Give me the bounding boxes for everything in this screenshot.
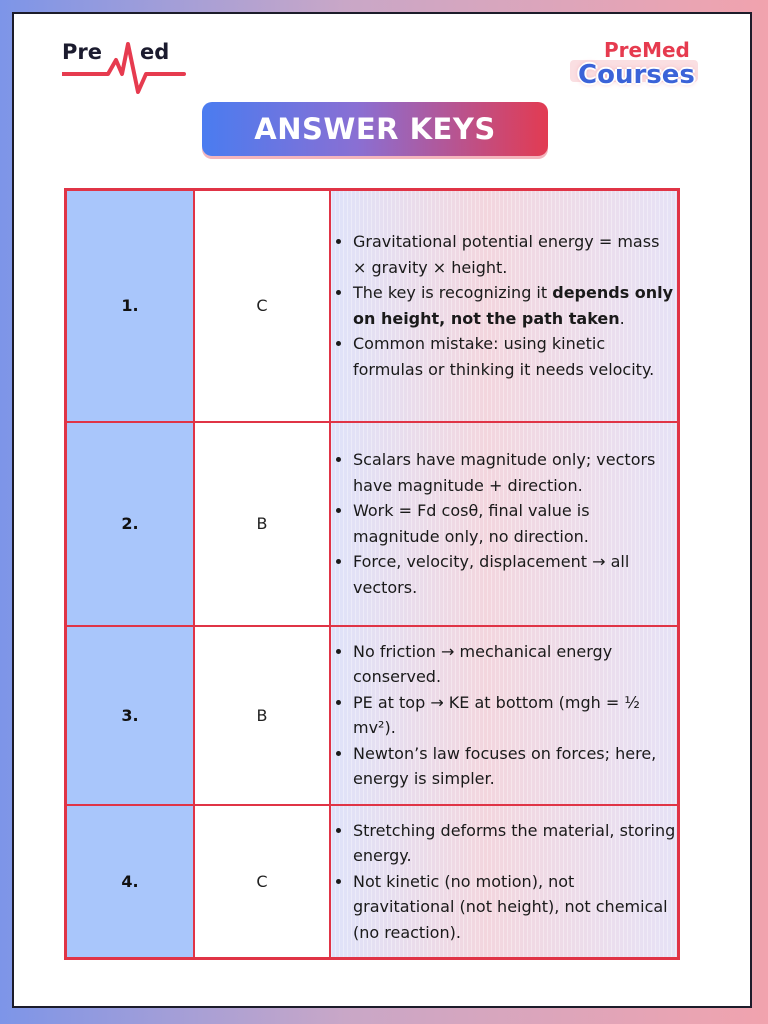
- answer-letter: C: [194, 805, 330, 959]
- logo-premed-text: PreMed: [604, 38, 690, 62]
- question-number: 1.: [66, 190, 195, 422]
- table-row: [66, 422, 679, 626]
- answer-letter: B: [194, 422, 330, 626]
- explanation-bullet: • PE at top → KE at bottom (mgh = ½ mv²).: [353, 690, 677, 741]
- explanation-bullet: [353, 280, 677, 331]
- explanation-bullet: • Newton’s law focuses on forces; here, energy is simpler.: [353, 741, 677, 792]
- logo-courses-text: Courses: [578, 60, 695, 90]
- table-row: [66, 805, 679, 959]
- title-banner: [202, 102, 548, 156]
- explanation-cell: [330, 626, 679, 805]
- answer-table: [64, 188, 680, 960]
- bullet-text: .: [619, 308, 625, 328]
- answer-letter: C: [194, 190, 330, 422]
- answer-letter: B: [194, 626, 330, 805]
- question-number: 3.: [66, 626, 195, 805]
- bullet-bold-text: depends only on height, not the path taken: [353, 283, 674, 328]
- explanation-bullet: • No friction → mechanical energy conserved.: [353, 639, 677, 690]
- premed-courses-logo: [570, 38, 720, 108]
- explanation-bullet: • Work = Fd cosθ, final value is magnitude only, no direction.: [353, 498, 677, 549]
- explanation-bullet: • Scalars have magnitude only; vectors have magnitude + direction.: [353, 447, 677, 498]
- explanation-bullet: • Common mistake: using kinetic formulas or thinking it needs velocity.: [353, 331, 677, 382]
- premed-logo: [62, 30, 192, 102]
- question-number: 4.: [66, 805, 195, 959]
- table-row: [66, 190, 679, 422]
- page-title: ANSWER KEYS: [254, 112, 496, 146]
- explanation-bullet: • Gravitational potential energy = mass × gravity × height.: [353, 229, 677, 280]
- explanation-cell: [330, 805, 679, 959]
- explanation-bullet: • Force, velocity, displacement → all vectors.: [353, 549, 677, 600]
- explanation-cell: [330, 422, 679, 626]
- explanation-cell: [330, 190, 679, 422]
- logo-pre-text: Pre: [62, 40, 102, 64]
- explanation-bullet: • Not kinetic (no motion), not gravitational (not height), not chemical (no reaction).: [353, 869, 677, 946]
- explanation-bullet: • Stretching deforms the material, storing energy.: [353, 818, 677, 869]
- table-row: [66, 626, 679, 805]
- bullet-text: The key is recognizing it: [353, 283, 553, 303]
- logo-ed-text: ed: [140, 40, 170, 64]
- question-number: 2.: [66, 422, 195, 626]
